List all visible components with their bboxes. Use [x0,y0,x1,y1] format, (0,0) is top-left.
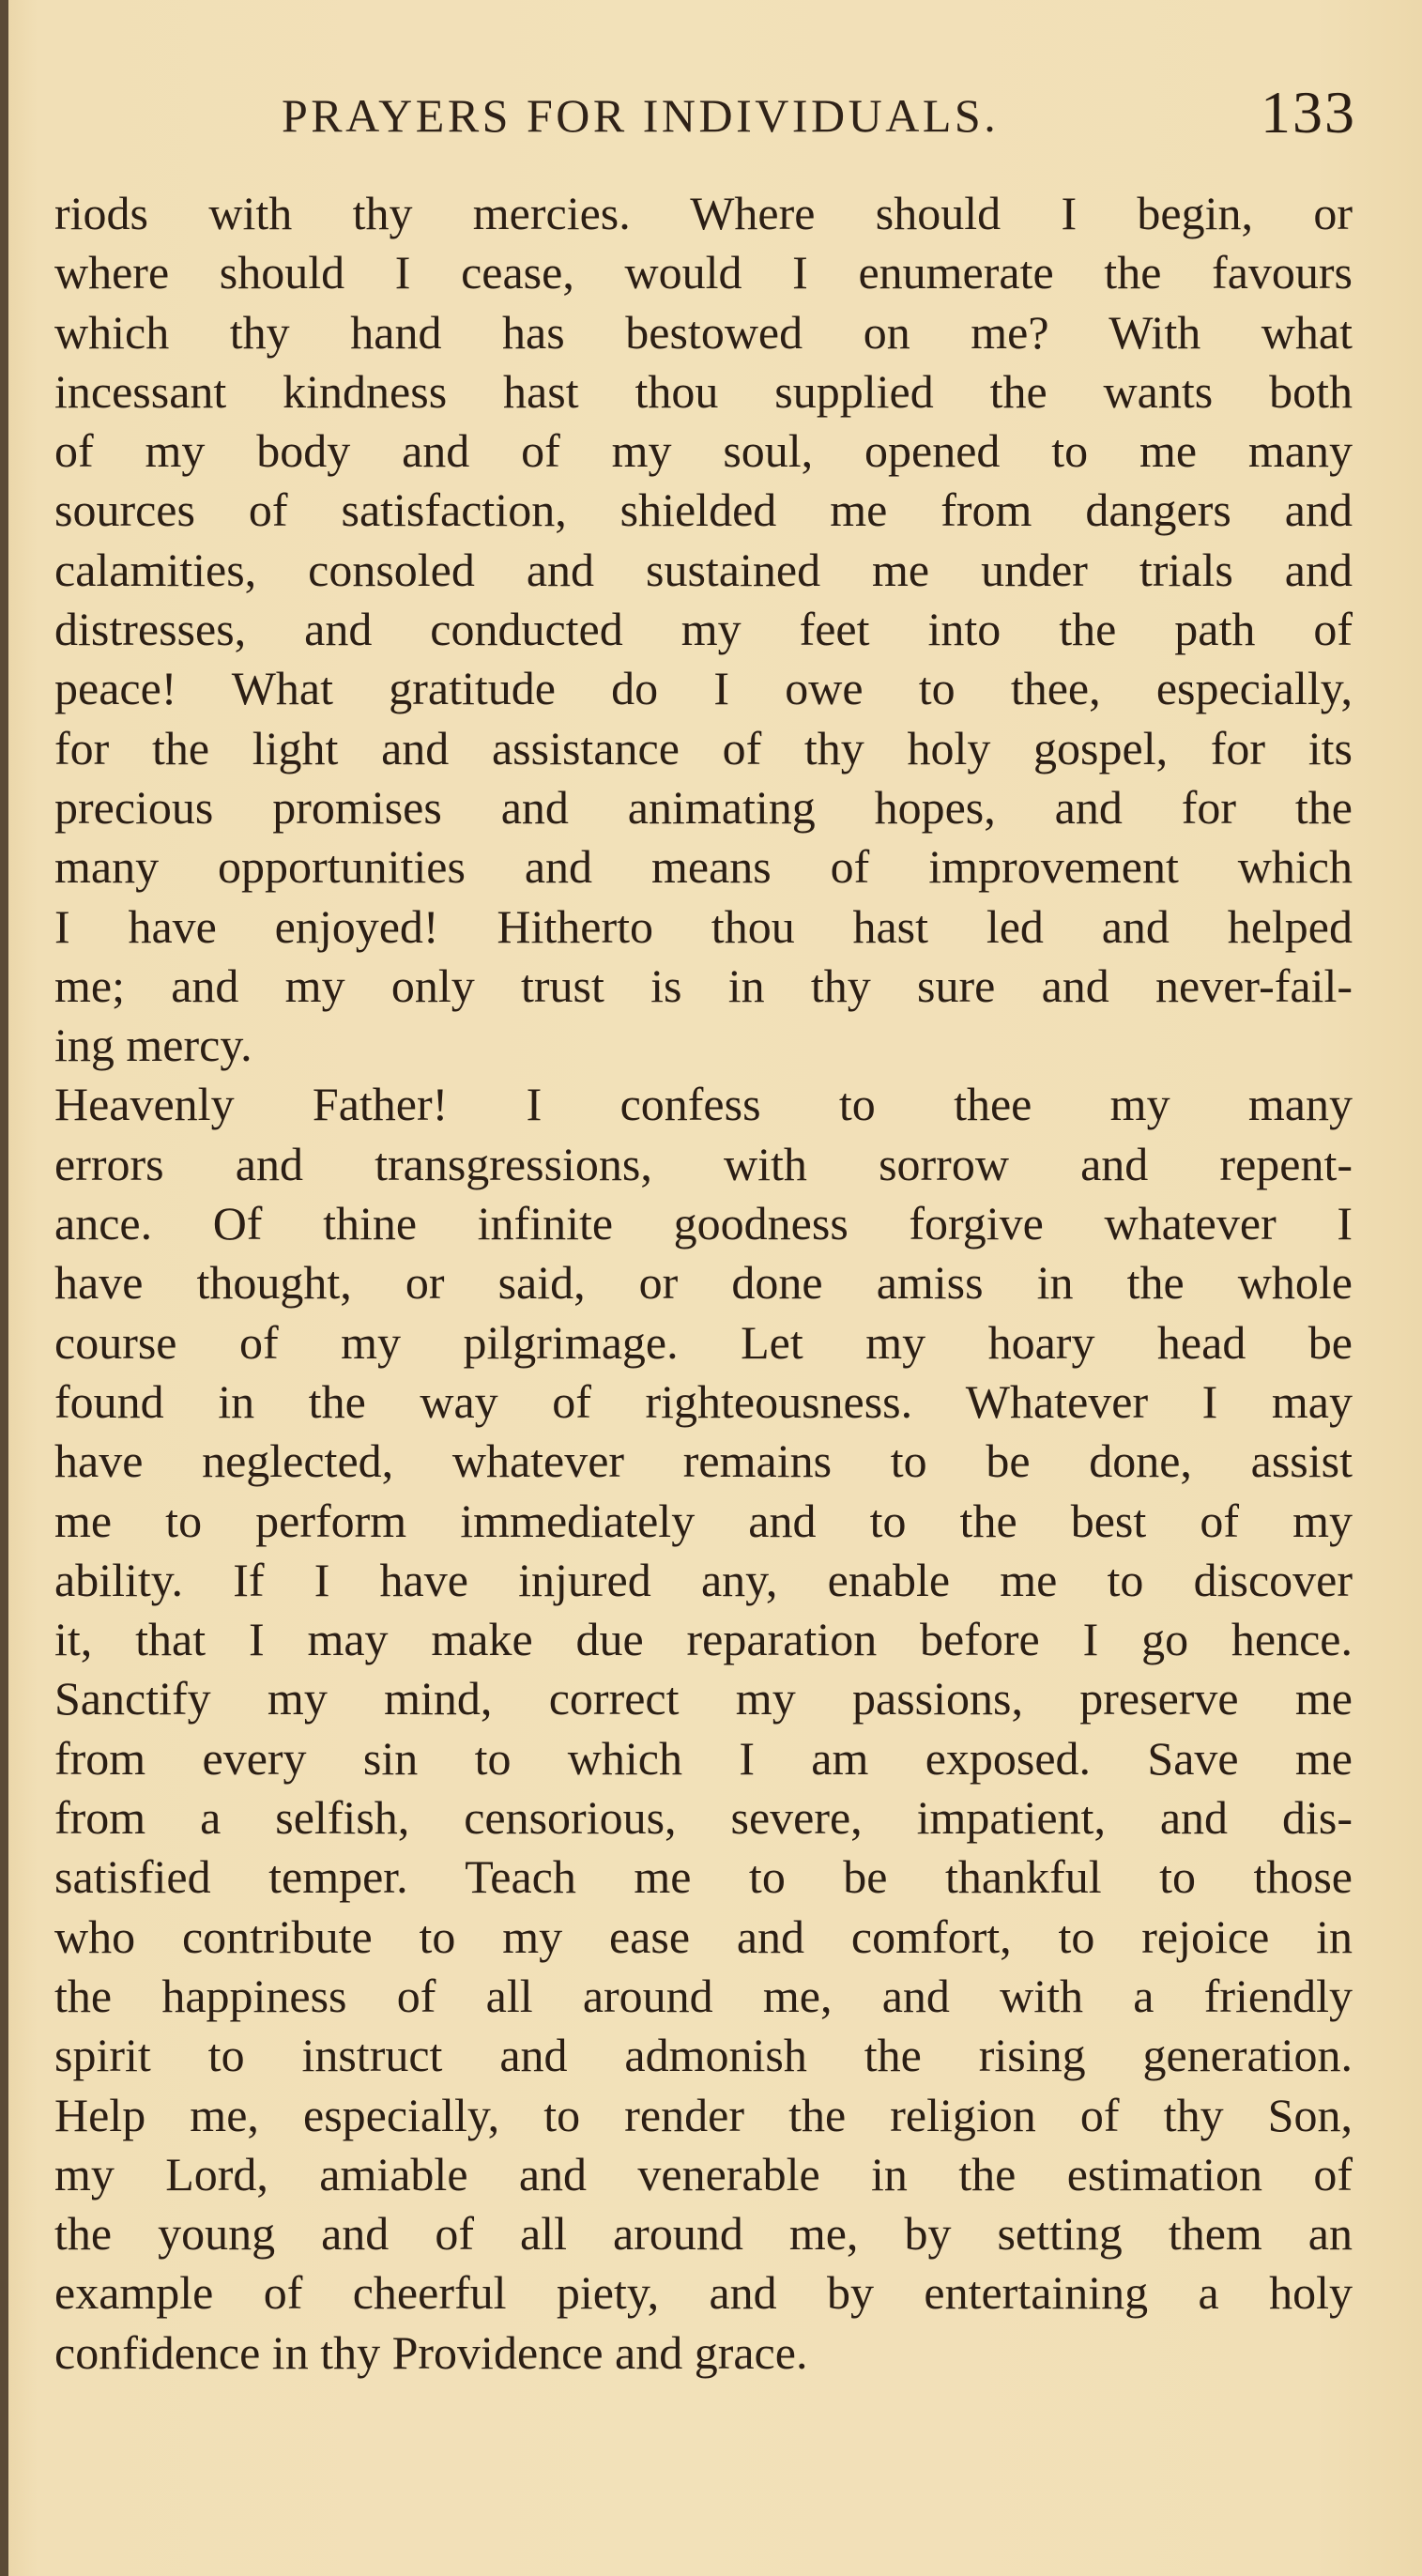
text-line: I have enjoyed! Hitherto thou hast led and helped [54,899,1353,953]
text-line: spirit to instruct and admonish the rising generation. [54,2029,1353,2082]
page-header [282,79,1356,148]
text-line: from a selfish, censorious, severe, impatient, and dis- [54,1791,1353,1845]
text-line: Help me, especially, to render the religion of thy Son, [54,2088,1353,2141]
text-line: errors and transgressions, with sorrow and repent- [54,1137,1353,1190]
text-line: peace! What gratitude do I owe to thee, especially, [54,662,1353,715]
text-line: the young and of all around me, by setting them an [54,2207,1353,2261]
text-line: calamities, consoled and sustained me under trials and [54,543,1353,596]
text-line: confidence in thy Providence and grace. [54,2325,808,2379]
text-line: who contribute to my ease and comfort, to rejoice in [54,1909,1353,1963]
text-line: sources of satisfaction, shielded me from dangers and [54,483,1353,537]
text-line: me; and my only trust is in thy sure and never-fail- [54,958,1353,1012]
text-line: me to perform immediately and to the best of my [54,1494,1353,1547]
text-line: satisfied temper. Teach me to be thankful to those [54,1850,1353,1904]
text-line: riods with thy mercies. Where should I begin, or [54,187,1353,239]
text-line: ance. Of thine infinite goodness forgive whatever I [54,1197,1353,1250]
text-line: of my body and of my soul, opened to me many [54,424,1353,478]
body-text [54,184,1353,2383]
text-line: Sanctify my mind, correct my passions, preserve me [54,1672,1353,1725]
text-line: course of my pilgrimage. Let my hoary head be [54,1315,1353,1369]
text-line: which thy hand has bestowed on me? With what [54,305,1353,359]
running-head: PRAYERS FOR INDIVIDUALS. [282,89,1000,142]
text-line: incessant kindness hast thou supplied the wants both [54,364,1353,418]
text-line: found in the way of righteousness. Whatever I may [54,1374,1353,1428]
text-line: precious promises and animating hopes, and for the [54,780,1353,834]
text-line-paragraph-start: Heavenly Father! I confess to thee my many [54,1078,1353,1131]
text-line: many opportunities and means of improvement which [54,840,1353,894]
text-line: where should I cease, would I enumerate the favours [54,246,1353,299]
text-line: have thought, or said, or done amiss in the whole [54,1256,1353,1310]
text-line: the happiness of all around me, and with a friendly [54,1969,1353,2022]
text-line: it, that I may make due reparation before I go hence. [54,1613,1353,1666]
text-line: my Lord, amiable and venerable in the estimation of [54,2147,1353,2200]
page-number: 133 [1261,79,1356,146]
text-line: distresses, and conducted my feet into the path of [54,603,1353,656]
page-binding-edge [0,0,8,2576]
text-line: example of cheerful piety, and by entertaining a holy [54,2266,1353,2320]
text-line: for the light and assistance of thy holy gospel, for its [54,721,1353,774]
text-line: have neglected, whatever remains to be done, assist [54,1434,1353,1488]
text-line: from every sin to which I am exposed. Save me [54,1731,1353,1785]
text-line: ing mercy. [54,1019,252,1072]
text-line: ability. If I have injured any, enable me to discover [54,1553,1353,1606]
